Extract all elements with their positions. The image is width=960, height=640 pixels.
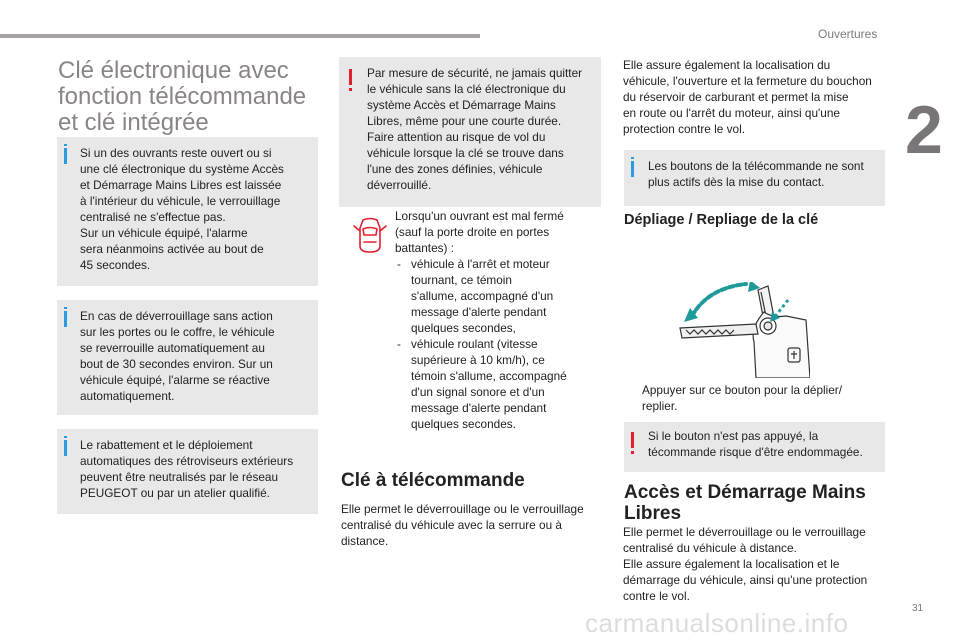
- warning-note-text: Si le bouton n'est pas appuyé, la técommande risque d'être endommagée.: [648, 429, 863, 459]
- chapter-number: 2: [905, 92, 943, 168]
- page-number: 31: [912, 603, 924, 614]
- list-item: - véhicule roulant (vitesse supérieure à 10 km/h), ce témoin s'allume, accompagné d'un signal sonore et d'un message d'alerte pendant quelques secondes.: [395, 336, 613, 432]
- info-note-text: En cas de déverrouillage sans action sur les portes ou le coffre, le véhicule se reverrouille automatiquement au bout de 30 secondes environ. Sur un véhicule équipé, l'alarme se réactive automatiquement.: [80, 309, 275, 403]
- key-fold-illustration: [660, 282, 810, 378]
- section-name: Ouvertures: [818, 27, 878, 41]
- list-item: - véhicule à l'arrêt et moteur tournant, ce témoin s'allume, accompagné d'un message d'alerte pendant quelques secondes,: [395, 256, 613, 336]
- page-title: Clé électronique avec fonction télécommande et clé intégrée: [58, 57, 307, 136]
- info-note-text: Les boutons de la télécommande ne sont plus actifs dès la mise du contact.: [648, 159, 864, 189]
- info-icon: [64, 440, 67, 456]
- car-door-open-icon: [353, 216, 387, 256]
- intro-text: Elle assure également la localisation du véhicule, l'ouverture et la fermeture du bouchon du réservoir de carburant et permet la mise en route ou l'arrêt du moteur, ainsi qu'une protection contre le vol.: [623, 58, 872, 136]
- info-note-open-door: [57, 137, 318, 286]
- warning-icon: [631, 432, 634, 448]
- heading-key-fold: Dépliage / Repliage de la clé: [624, 212, 819, 228]
- hands-free-text: Elle permet le déverrouillage ou le verrouillage centralisé du véhicule à distance. Elle assure également la localisation et le démarrage du véhicule, ainsi qu'une protection contre le vol.: [623, 525, 868, 603]
- info-note-text: Le rabattement et le déploiement automatiques des rétroviseurs extérieurs peuvent être neutralisés par le réseau PEUGEOT ou par un atelier qualifié.: [80, 438, 294, 500]
- info-icon: [64, 311, 67, 327]
- warning-note-text: Par mesure de sécurité, ne jamais quitter le véhicule sans la clé électronique du système Accès et Démarrage Mains Libres, même pour une courte durée. Faire attention au risque de vol du véhicule lorsque la clé se trouve dans l'une des zones définies, véhicule déverrouillé.: [367, 66, 583, 192]
- warning-icon: [349, 69, 352, 85]
- info-note-text: Si un des ouvrants reste ouvert ou si une clé électronique du système Accès et Démarrage Mains Libres est laissée à l'intérieur du véhicule, le verrouillage centralisé ne s'effectue pas. Sur un véhicule équipé, l'alarme sera néanmoins activée au bout de 45 secondes.: [80, 146, 284, 272]
- door-alert-lead: Lorsqu'un ouvrant est mal fermé (sauf la porte droite en portes battantes) :: [395, 209, 564, 255]
- heading-hands-free: Accès et Démarrage Mains Libres: [624, 482, 866, 524]
- info-icon: [64, 148, 67, 164]
- info-note-mirrors: [57, 429, 318, 514]
- info-note-relock: [57, 300, 318, 415]
- info-note-buttons: [624, 150, 885, 206]
- door-alert-list: [395, 256, 613, 432]
- fold-step-text: Appuyer sur ce bouton pour la déplier/ replier.: [642, 383, 843, 413]
- top-bar: [0, 34, 480, 38]
- watermark: carmanualsonline.info: [585, 608, 849, 638]
- info-icon: [631, 161, 634, 177]
- warning-note-security: [339, 57, 601, 207]
- warning-note-fold: [624, 422, 885, 472]
- heading-remote-key: Clé à télécommande: [341, 470, 525, 491]
- remote-key-text: Elle permet le déverrouillage ou le verrouillage centralisé du véhicule avec la serrure ou à distance.: [341, 502, 584, 548]
- door-alert-text: [395, 208, 613, 432]
